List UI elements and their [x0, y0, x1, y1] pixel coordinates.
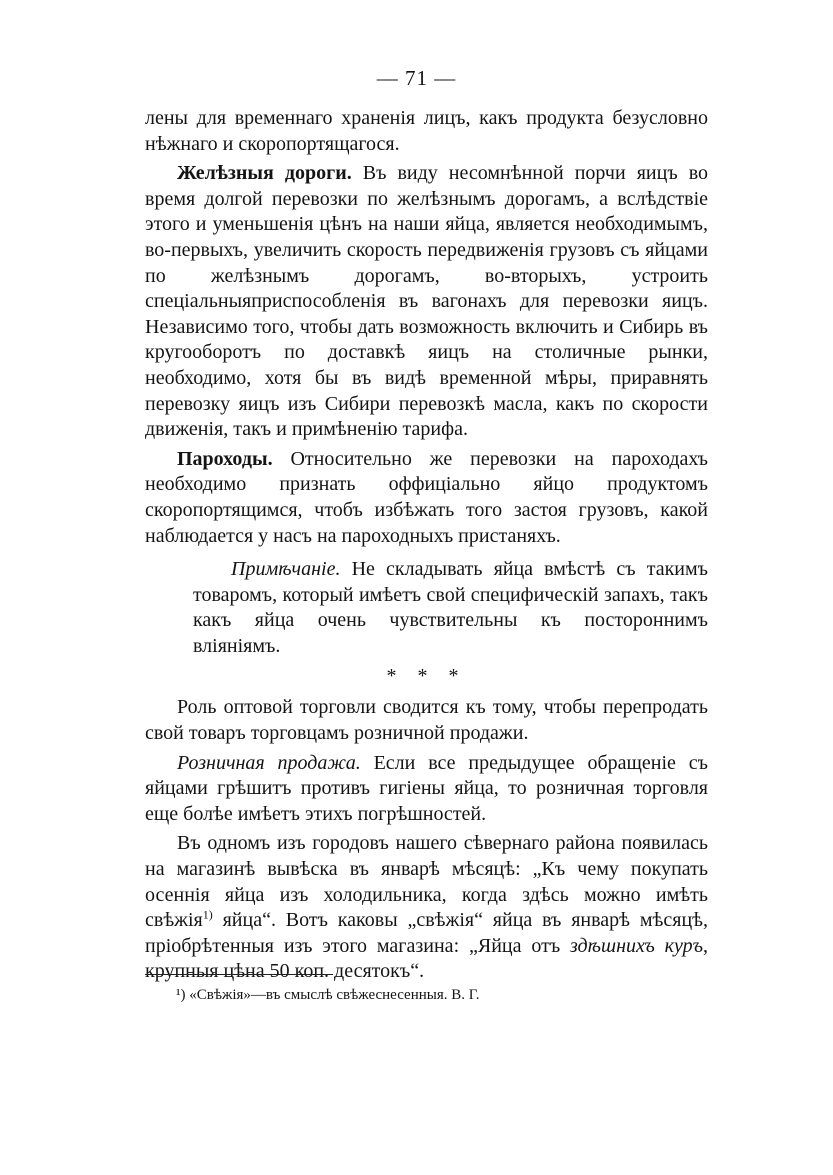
- railways-heading: Желѣзныя дороги.: [177, 162, 352, 185]
- city-text-3: , крупныя цѣна 50 коп. десятокъ“.: [145, 934, 708, 983]
- section-separator: * * *: [386, 665, 467, 688]
- steamers-heading: Пароходы.: [177, 447, 273, 470]
- footnote: [176, 985, 676, 1005]
- footnote-mark: ¹): [176, 987, 186, 1003]
- footnote-divider: [145, 974, 333, 975]
- paragraph-railways: [145, 161, 708, 443]
- steamers-text: Относительно же перевозки на пароходахъ необходимо признать оффиціально яйцо продуктомъ скоропортящимся, чтобъ избѣжать того застоя грузовъ, какой наблюдается у насъ на пароходныхъ пристаняхъ.: [145, 447, 708, 547]
- paragraph-steamers: [145, 447, 708, 549]
- note-label: Примѣчаніе.: [231, 558, 341, 581]
- body-text: [145, 106, 708, 985]
- railways-text: Въ виду несомнѣнной порчи яицъ во время долгой перевозки по желѣзнымъ дорогамъ, а вслѣдствіе этого и уменьшенія цѣнъ на наши яйца, является необходимымъ, во-первыхъ, увеличить скорость передвиженія грузовъ съ яйцами по желѣзнымъ дорогамъ, во-вторыхъ, устроить спеціальныяприспособленія въ вагонахъ для перевозки яицъ. Независимо того, чтобы дать возможность включить и Сибирь въ кругооборотъ по доставкѣ яицъ на столичные рынки, необходимо, хотя бы въ видѣ временной мѣры, приравнять перевозку яицъ изъ Сибири перевозкѣ масла, какъ по скорости движенія, такъ и примѣненію тарифа.: [145, 162, 708, 441]
- paragraph-retail: [145, 751, 708, 828]
- note-text: Не складывать яйца вмѣстѣ съ такимъ товаромъ, который имѣетъ свой специфическій запахъ, такъ какъ яйца очень чувствительны къ постороннимъ вліяніямъ.: [193, 558, 708, 657]
- footnote-text: «Свѣжія»—въ смыслѣ свѣжеснесенныя. В. Г.: [185, 987, 480, 1003]
- city-text-2: яйца“. Вотъ каковы „свѣжія“ яйца въ январѣ мѣсяцѣ, пріобрѣтенныя изъ этого магазина: „Яйца отъ: [145, 909, 708, 957]
- city-text-1: Въ одномъ изъ городовъ нашего сѣвернаго района появилась на магазинѣ вывѣска въ январѣ мѣсяцѣ: „Къ чему покупать осеннія яйца изъ холодильника, когда здѣсь можно имѣть свѣжія: [145, 832, 708, 932]
- paragraph-city: [145, 831, 708, 985]
- city-italic: здѣшнихъ куръ: [570, 934, 703, 957]
- retail-heading: Розничная продажа.: [177, 751, 361, 774]
- retail-text: Если все предыдущее обращеніе съ яйцами грѣшитъ противъ гигіены яйца, то розничная торговля еще болѣе имѣетъ этихъ погрѣшностей.: [145, 751, 708, 825]
- paragraph-continuation: лены для временнаго храненія лицъ, какъ продукта безусловно нѣжнаго и скоропортящагося.: [145, 107, 708, 155]
- page-number: — 71 —: [376, 66, 457, 90]
- note-paragraph: [193, 557, 708, 659]
- footnote-reference[interactable]: 1): [202, 907, 213, 922]
- paragraph-wholesale: Роль оптовой торговли сводится къ тому, чтобы перепродать свой товаръ торговцамъ розничной продажи.: [145, 696, 708, 745]
